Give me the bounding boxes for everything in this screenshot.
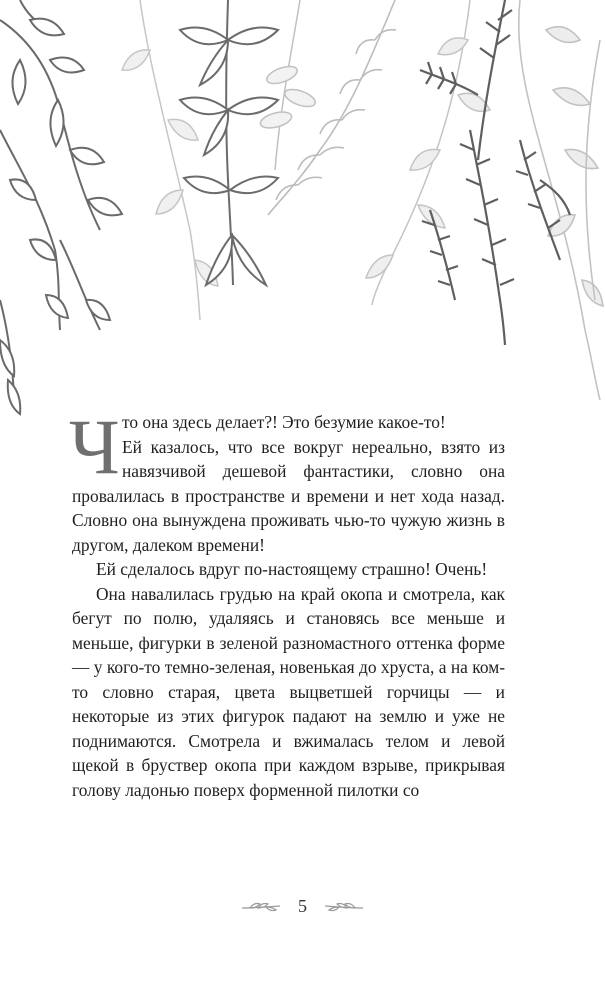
page-footer [0,896,605,917]
light-sprig-icon [268,0,396,215]
paragraph-1: то она здесь делает?! Это безумие какое-то! [122,412,446,432]
page-number: 5 [298,896,307,916]
dropcap-letter: Ч [69,403,120,490]
dark-clover-stem-icon [180,0,278,285]
chapter-text [69,403,505,802]
willow-branch-right-icon [519,0,603,400]
light-fern-icon [259,0,318,170]
paragraph-3: Ей сделалось вдруг по-настоящему страшно! Очень! [96,559,488,579]
willow-branch-left-center-icon [122,0,218,320]
leaf-ornament-right-icon [321,900,365,914]
paragraph-2: Ей казалось, что все вокруг нереально, взято из навязчивой дешевой фантастики, словно она провалилась в пространстве и времени и нет хода назад. Словно она вынуждена проживать чью-то чужую жизнь в другом, далеком времени! [72,436,505,555]
hanging-branches-illustration [0,0,605,430]
leaf-ornament-left-icon [240,900,284,914]
dark-leaf-branch-left-icon [0,0,122,414]
paragraph-4: Она навалилась грудью на край окопа и смотрела, как бегут по полю, удаляясь и становясь все меньше и меньше, фигурки в зеленой разномастного оттенка форме — у кого-то темно-зеленая, новенькая до хруста, а на ком-то словно старая, цвета выцветшей горчицы — и некоторые из этих фигурок падают на землю и уже не поднимаются. Смотрела и вжималась телом и левой щекой в бруствер окопа при каждом взрыве, прикрывая голову ладонью поверх форменной пилотки со [72,583,505,800]
willow-branch-center-icon [366,0,490,305]
